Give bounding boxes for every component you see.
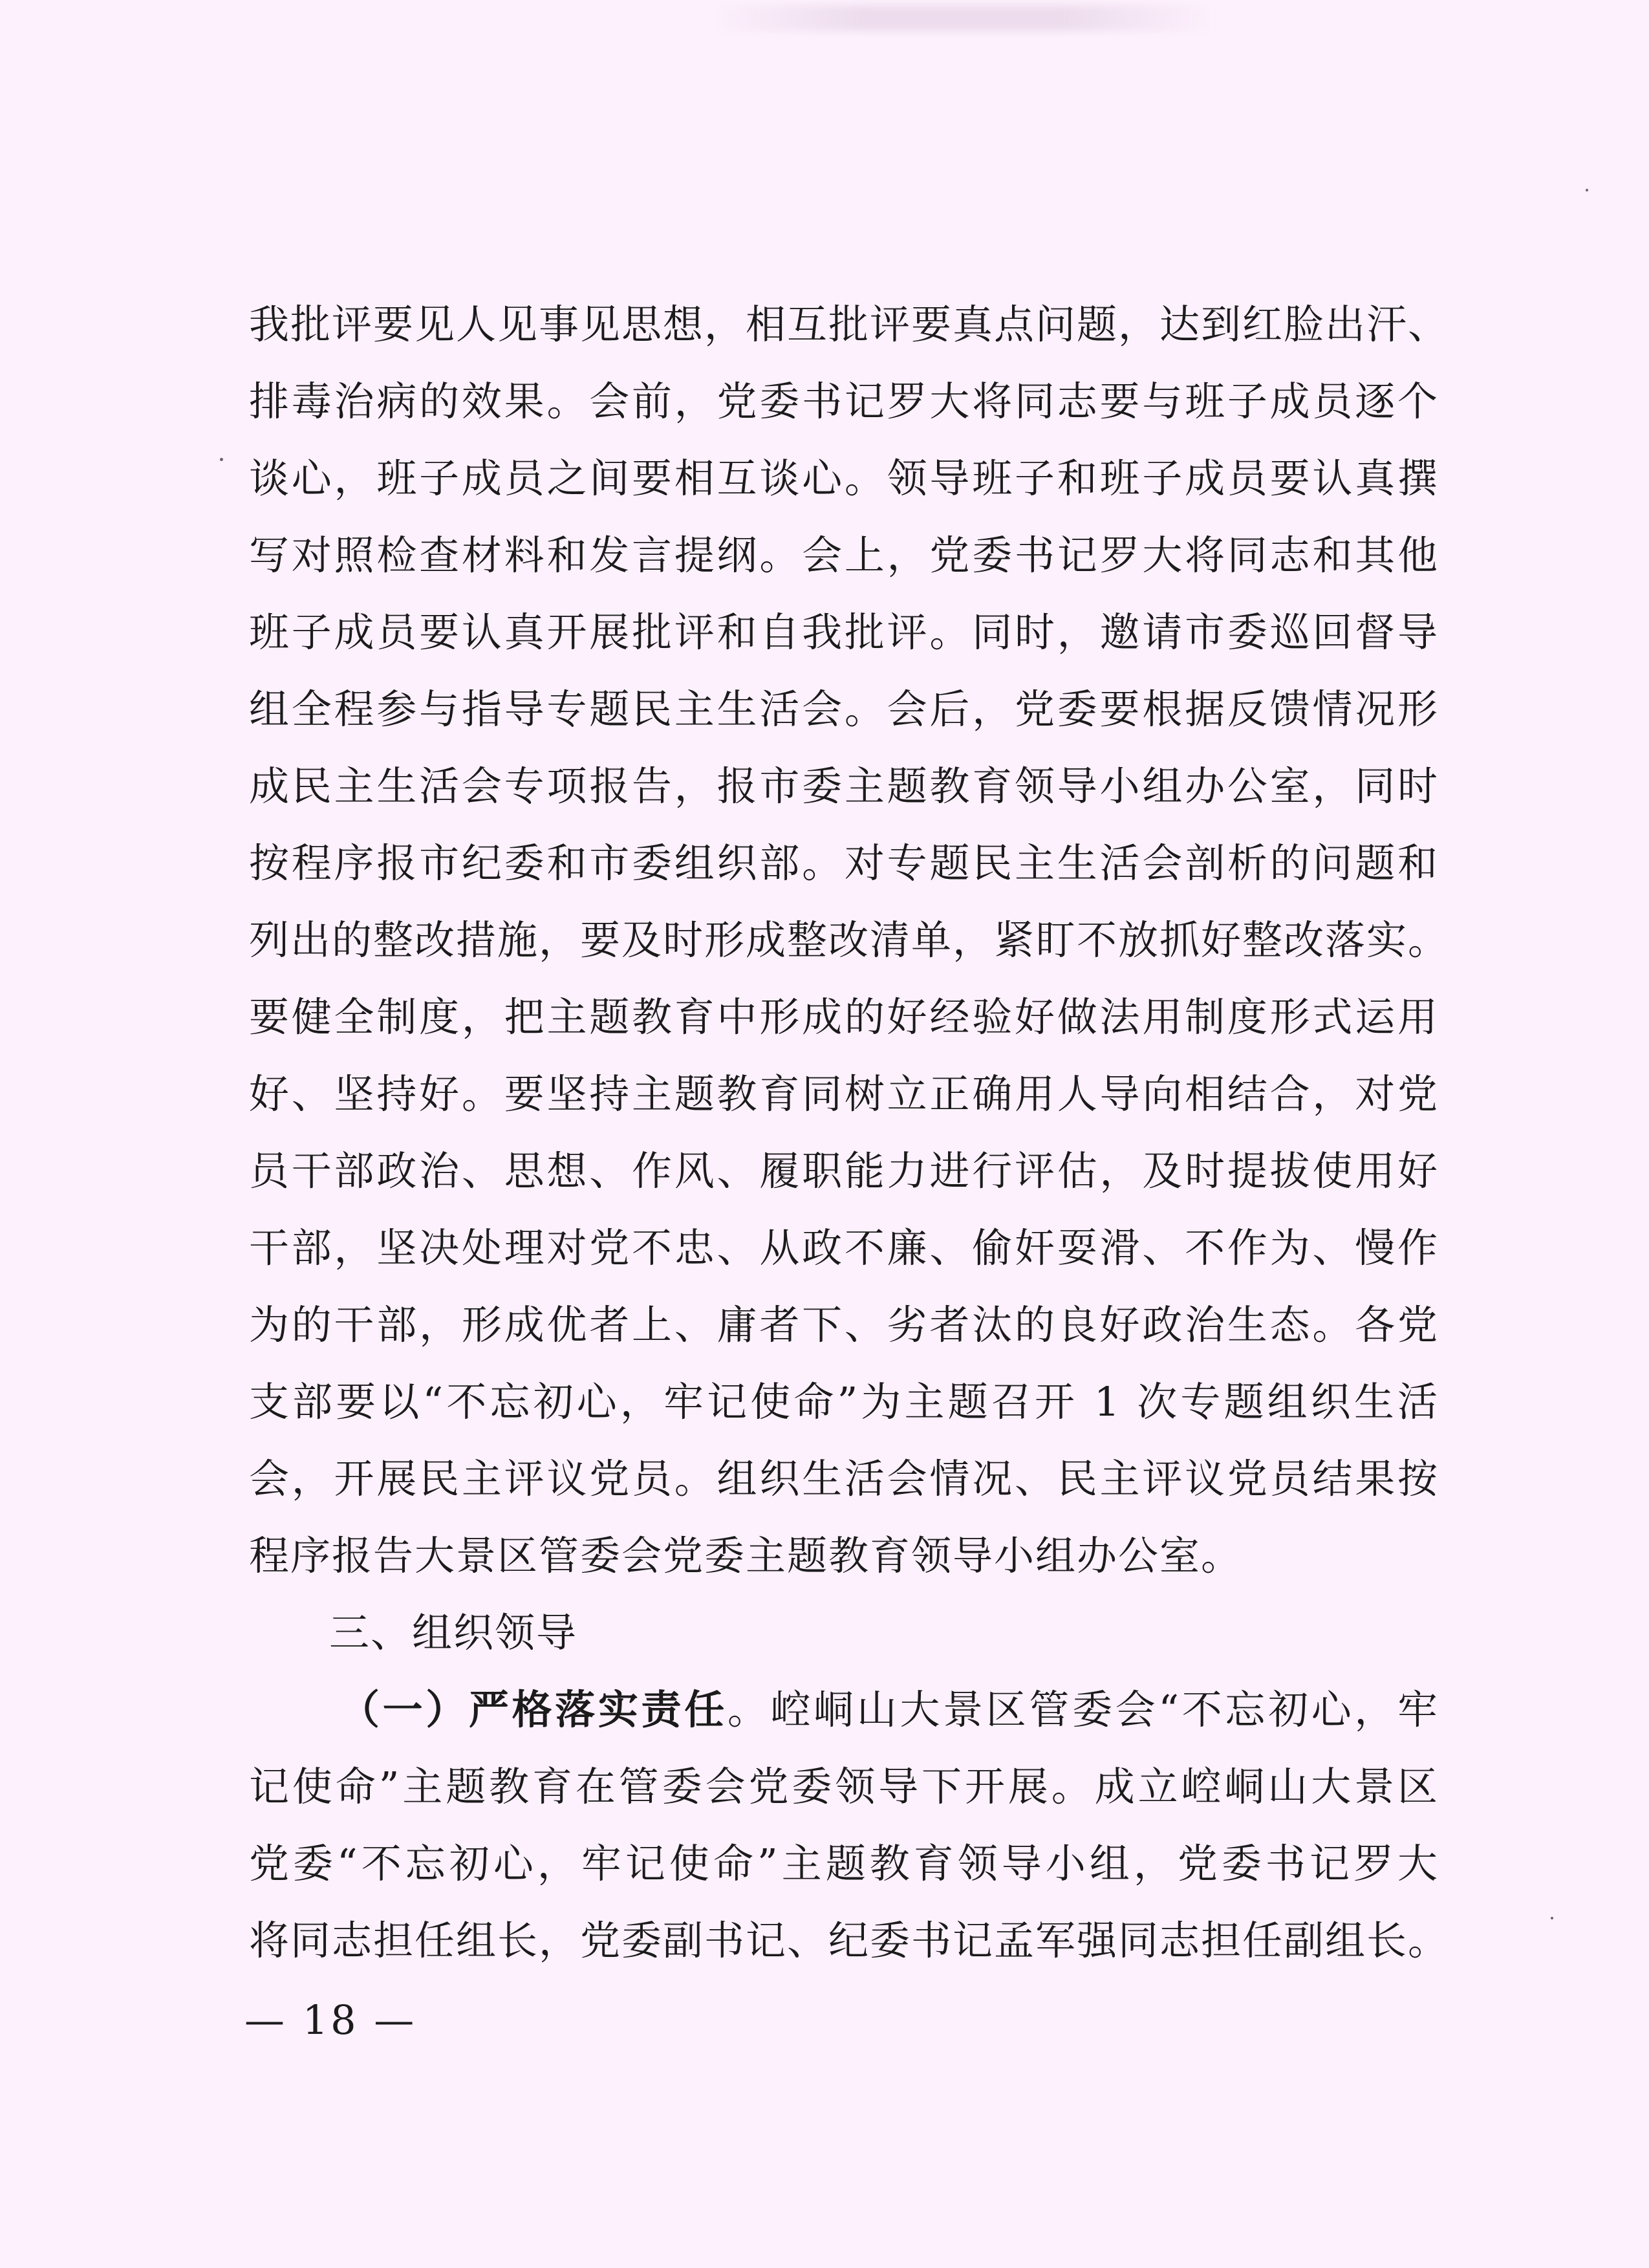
paragraph-line: 会，开展民主评议党员。组织生活会情况、民主评议党员结果按: [249, 1455, 1439, 1502]
paragraph-line: 写对照检查材料和发言提纲。会上，党委书记罗大将同志和其他: [249, 532, 1439, 579]
scan-speck: [220, 458, 223, 461]
paragraph-line: 组全程参与指导专题民主生活会。会后，党委要根据反馈情况形: [249, 686, 1439, 733]
paragraph-line: 列出的整改措施，要及时形成整改清单，紧盯不放抓好整改落实。: [249, 916, 1450, 964]
paragraph-line: 为的干部，形成优者上、庸者下、劣者汰的良好政治生态。各党: [249, 1301, 1439, 1348]
paragraph-line: 好、坚持好。要坚持主题教育同树立正确用人导向相结合，对党: [249, 1070, 1439, 1118]
paragraph-line: 班子成员要认真开展批评和自我批评。同时，邀请市委巡回督导: [249, 609, 1439, 656]
paragraph-line: 按程序报市纪委和市委组织部。对专题民主生活会剖析的问题和: [249, 839, 1439, 887]
paragraph-line: 谈心，班子成员之间要相互谈心。领导班子和班子成员要认真撰: [249, 455, 1439, 502]
paragraph-line: 员干部政治、思想、作风、履职能力进行评估，及时提拔使用好: [249, 1147, 1439, 1194]
section-heading: 三、组织领导: [329, 1609, 578, 1656]
subsection-lead: （一）严格落实责任: [339, 1686, 727, 1733]
paragraph-line: 记使命”主题教育在管委会党委领导下开展。成立崆峒山大景区: [249, 1763, 1439, 1810]
subsection-lead-rest: 。崆峒山大景区管委会“不忘初心，牢: [727, 1686, 1439, 1733]
paragraph-line: 将同志担任组长，党委副书记、纪委书记孟军强同志担任副组长。: [249, 1917, 1450, 1964]
paragraph-line: 干部，坚决处理对党不忠、从政不廉、偷奸耍滑、不作为、慢作: [249, 1224, 1439, 1271]
paragraph-line: 要健全制度，把主题教育中形成的好经验好做法用制度形式运用: [249, 993, 1439, 1041]
scan-bleed-through: [711, 5, 1216, 31]
paragraph-line: 支部要以“不忘初心，牢记使命”为主题召开 1 次专题组织生活: [249, 1378, 1439, 1425]
paragraph-line: 成民主生活会专项报告，报市委主题教育领导小组办公室，同时: [249, 762, 1439, 810]
paragraph-line: 我批评要见人见事见思想，相互批评要真点问题，达到红脸出汗、: [249, 301, 1450, 348]
scan-speck: [1586, 189, 1588, 191]
body-text: [249, 286, 1450, 1979]
page-number: — 18 —: [244, 1996, 417, 2044]
paragraph-line: 排毒治病的效果。会前，党委书记罗大将同志要与班子成员逐个: [249, 378, 1439, 425]
scan-speck: [1551, 1917, 1553, 1919]
subsection-first-line: [249, 1671, 1439, 1748]
paragraph-line: 程序报告大景区管委会党委主题教育领导小组办公室。: [249, 1532, 1243, 1579]
paragraph-line: 党委“不忘初心，牢记使命”主题教育领导小组，党委书记罗大: [249, 1840, 1439, 1887]
